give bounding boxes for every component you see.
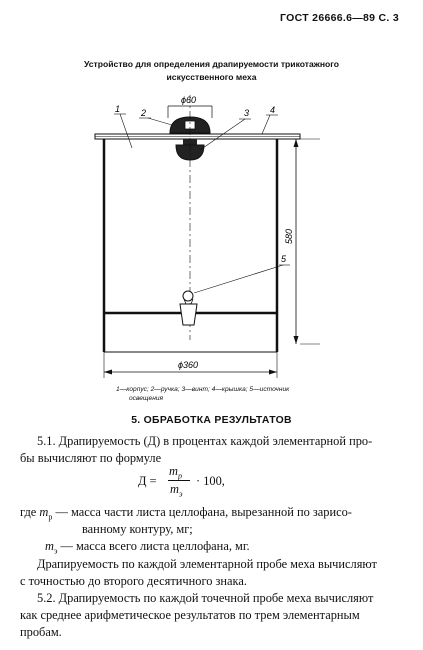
where-line-2: ванному контуру, мг; <box>82 522 193 536</box>
document-header: ГОСТ 26666.6—89 С. 3 <box>280 12 399 24</box>
dimension-top-label: ϕ60 <box>181 95 197 105</box>
dimension-bottom <box>104 352 277 378</box>
dimension-height-label: 580 <box>284 228 294 244</box>
formula-fraction-bar <box>168 480 190 481</box>
paragraph-5-2-line-3: пробам. <box>20 625 62 639</box>
lamp <box>180 291 197 325</box>
formula-lhs: Д = <box>138 474 157 488</box>
formula-rhs: · 100, <box>196 474 225 488</box>
callout-5: 5 <box>281 254 287 264</box>
paragraph-5-1-line-1: 5.1. Драпируемость (Д) в процентах каждой элементарной про- <box>37 434 373 448</box>
callout-4: 4 <box>270 105 276 115</box>
paragraph-5-2-line-1: 5.2. Драпируемость по каждой точечной пробе меха вычисляют <box>37 591 374 605</box>
paragraph-2-line-2: с точностью до второго десятичного знака. <box>20 574 247 588</box>
callout-3: 3 <box>244 108 250 118</box>
where-line-3: $m_э$ — масса всего листа целлофана, мг. <box>45 539 250 556</box>
formula-denominator: $m_э$ <box>170 482 183 499</box>
dimension-height <box>284 139 320 344</box>
where-line-1: где $m_р$ — масса части листа целлофана, вырезанной по зарисо- <box>20 505 352 522</box>
figure-title-line-2: искусственного меха <box>166 72 257 82</box>
section-heading: 5. ОБРАБОТКА РЕЗУЛЬТАТОВ <box>131 415 292 426</box>
callout-2: 2 <box>141 108 147 118</box>
figure-title-line-1: Устройство для определения драпируемости трикотажного <box>83 59 340 69</box>
figure-caption-line-2: освещения <box>129 395 164 402</box>
paragraph-5-2-line-2: как среднее арифметическое результатов по трем элементарным <box>20 608 360 622</box>
formula-numerator: $m_р$ <box>169 464 182 481</box>
figure-caption-line-1: 1—корпус; 2—ручка; 3—винт; 4—крышка; 5—источник <box>116 386 290 393</box>
paragraph-5-1-line-2: бы вычисляют по формуле <box>20 451 162 465</box>
dimension-bottom-label: ϕ360 <box>178 360 199 370</box>
callout-1: 1 <box>115 104 121 114</box>
paragraph-2-line-1: Драпируемость по каждой элементарной пробе меха вычисляют <box>37 557 377 571</box>
